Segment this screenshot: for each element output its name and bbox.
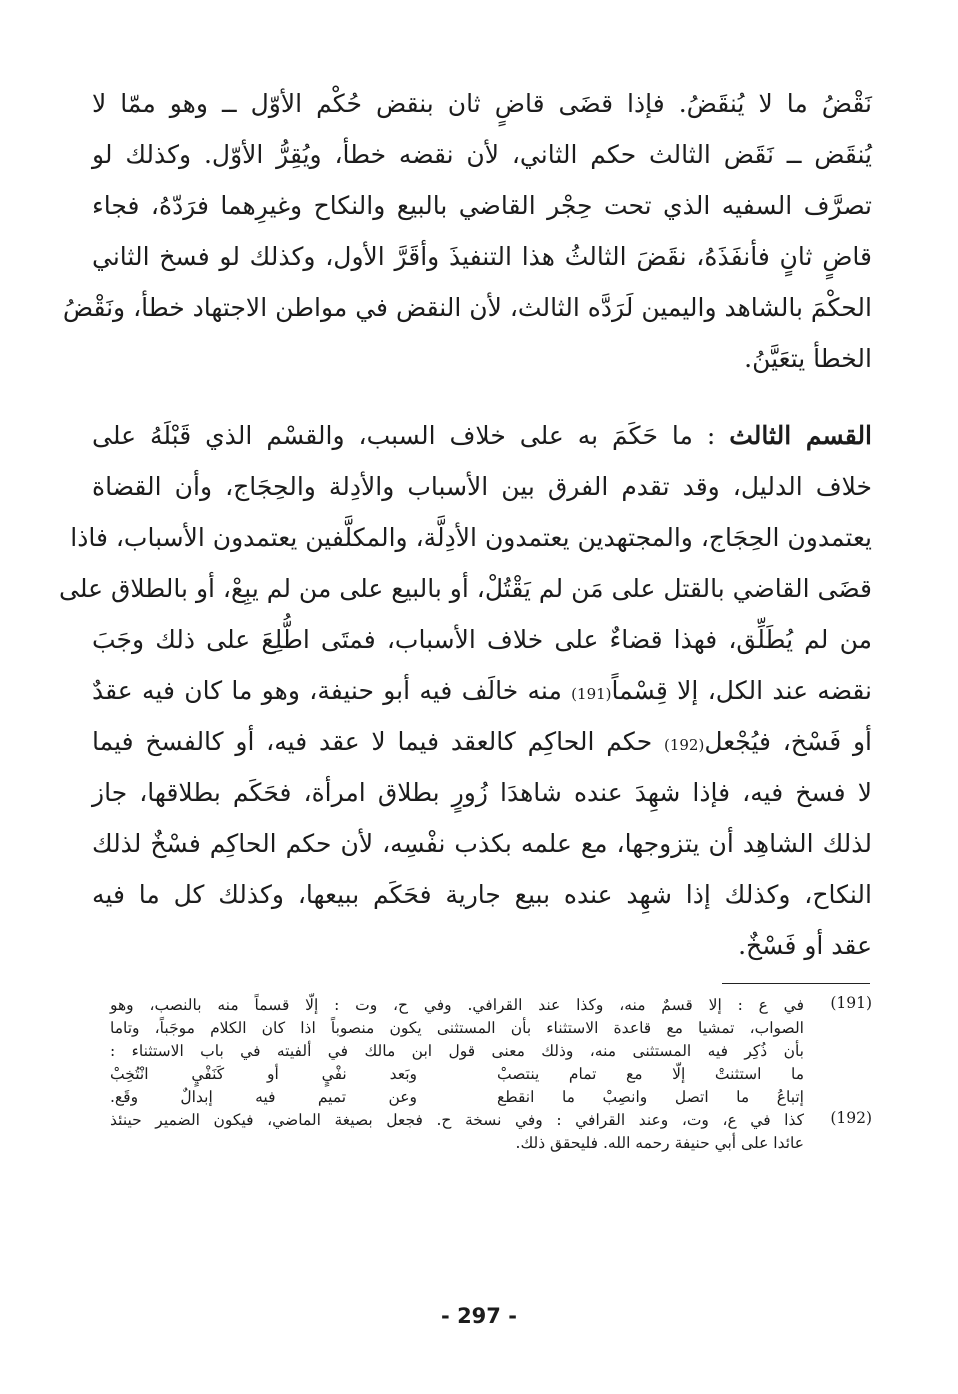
- text-run: حكم الحاكِم كالعقد فيما لا عقد فيه، أو كالفسخ فيما: [92, 727, 653, 756]
- text-line: [92, 665, 872, 716]
- footnote-line: عائدا على أبي حنيفة رحمه الله. فليحقق ذلك.: [515, 1134, 804, 1152]
- footnote-body: [110, 1109, 804, 1155]
- text-line: [92, 410, 872, 461]
- text-line: لذلك الشاهِد أن يتزوجها، مع علمه بكذب نفْسِه، لأن حكم الحاكِم فسْخٌ لذلك: [92, 829, 872, 858]
- text-run: أو فَسْخ، فيُجْعل: [704, 727, 873, 756]
- footnote-ref-191[interactable]: (191): [571, 685, 612, 703]
- footnote-separator: [722, 983, 870, 984]
- paragraph-1: [62, 78, 872, 384]
- footnote-number: (192): [830, 1109, 872, 1127]
- verse-line: [110, 1063, 804, 1086]
- text-line: الخطأ يتعَيَّنُ.: [744, 344, 872, 373]
- main-text: [59, 78, 873, 971]
- footnote-body: [110, 994, 804, 1109]
- footnote-line: الصواب، تمشيا مع قاعدة الاستثناء بأن المستثنى يكون منصوباً اذا كان الكلام موجَباً، وتاما: [110, 1019, 804, 1037]
- text-line: يعتمدون الحِجَاج، والمجتهدين يعتمدون الأدِلَّة، والمكلَّفين يعتمدون الأسباب، فاذا: [70, 523, 872, 552]
- verse-line: [110, 1086, 804, 1109]
- text-run: نقضه عند الكل، إلا قِسْماً: [611, 676, 872, 705]
- verse-hemistich: وبَعد نفْيٍ أو كَنَفْيٍ انْتُخِبْ: [110, 1065, 417, 1083]
- text-line: النكاح، وكذلك إذا شهِد عنده ببيع جارية فحَكَم ببيعها، وكذلك كل ما فيه: [92, 880, 872, 909]
- text-line: نَقْضُ ما لا يُنقَضُ. فإذا قضَى قاضٍ ثان بنقض حُكْم الأوّل ــ وهو ممّا لا: [92, 89, 872, 118]
- text-line: عقد أو فَسْخٌ.: [738, 931, 872, 960]
- text-line: قضَى القاضي بالقتل على مَن لم يَقْتُلْ، أو بالبيع على من لم يبِعْ، أو بالطلاق على: [59, 574, 872, 603]
- verse-hemistich: إتباعُ ما اتصل وانصِبْ ما انقطع: [497, 1088, 804, 1106]
- text-line: [92, 716, 872, 767]
- footnote-line: كذا في ع، وت، وعند القرافي : وفي نسخة ح. فجعل بصيغة الماضي، فيكون الضمير حينئذ: [110, 1111, 804, 1129]
- footnote-ref-192[interactable]: (192): [663, 736, 705, 754]
- footnote-number: (191): [830, 994, 872, 1012]
- footnote-192: [110, 1109, 872, 1155]
- text-line: لا فسخ فيه، فإذا شهِدَ عنده شاهدَا زُورٍ بطلاق امرأة، فحَكَم بطلاقها، جاز: [92, 778, 872, 807]
- text-line: تصرَّف السفيه الذي تحت حِجْر القاضي بالبيع والنكاح وغيرِهما فرَدّهُ، فجاء: [92, 191, 872, 220]
- text-line: قاضٍ ثانٍ فأنفَذَهُ، نقَضَ الثالثُ هذا التنفيذَ وأقَرَّ الأول، وكذلك لو فسخ الثاني: [92, 242, 872, 271]
- text-line: من لم يُطَلِّق، فهذا قضاءٌ على خلاف الأسباب، فمتَى اطُّلِعَ على ذلك وجَبَ: [92, 625, 872, 654]
- verse-hemistich: ما استثنتْ إلّا مع تمام ينتصبْ: [497, 1065, 804, 1083]
- text-line: يُنقَض ــ نَقَض الثالث حكم الثاني، لأن نقضه خطأ، ويُقِرُّ الأوّل. وكذلك لو: [92, 140, 872, 169]
- paragraph-gap: [92, 384, 872, 410]
- footnote-line: في ع : إلا قسمٌ منه، وكذا عند القرافي. وفي ح، وت : إلّا قسماً منه بالنصب، وهو: [110, 996, 804, 1014]
- text-run: منه خالَف فيه أبو حنيفة، وهو ما كان فيه عقدٌ: [92, 676, 562, 705]
- text-run: : ما حَكَمَ به على خلاف السبب، والقسْم الذي قَبْلَهُ على: [92, 421, 716, 450]
- paragraph-2: [59, 410, 873, 971]
- footnote-line: بأن ذُكِر فيه المستثنى منه، وذلك معنى قول ابن مالك في ألفيته في باب الاستثناء :: [110, 1042, 804, 1060]
- verse-hemistich: وعن تميم فيه إبدالٌ وقَع.: [110, 1088, 417, 1106]
- footnote-191: [110, 994, 872, 1109]
- footnotes: [110, 994, 872, 1155]
- text-line: خلاف الدليل، وقد تقدم الفرق بين الأسباب والأدِلة والحِجَاج، وأن القضاة: [92, 472, 872, 501]
- section-heading: القسم الثالث: [729, 421, 873, 450]
- page-number: - 297 -: [441, 1304, 517, 1328]
- text-line: الحكْمَ بالشاهد واليمين لَرَدَّه الثالث، لأن النقض في مواطن الاجتهاد خطأ، ونَقْضُ: [62, 293, 872, 322]
